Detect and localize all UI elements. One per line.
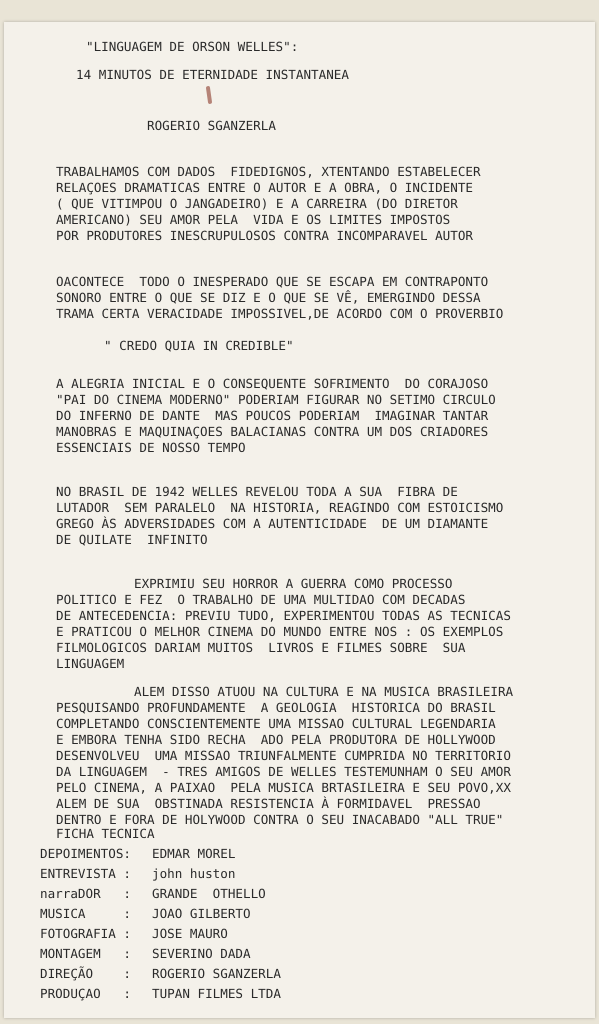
text-line: RELAÇOES DRAMATICAS ENTRE O AUTOR E A OBRA, O INCIDENTE [56, 180, 474, 195]
credit-value: GRANDE OTHELLO [152, 886, 266, 901]
typewritten-page [4, 22, 595, 1018]
credit-label: FOTOGRAFIA : [40, 926, 131, 941]
credit-value: SEVERINO DADA [152, 946, 251, 961]
text-line: SONORO ENTRE O QUE SE DIZ E O QUE SE VÊ, EMERGINDO DESSA [56, 290, 481, 305]
credit-value: EDMAR MOREL [152, 846, 236, 861]
text-line: EXPRIMIU SEU HORROR A GUERRA COMO PROCESSO [134, 576, 453, 591]
text-line: NO BRASIL DE 1942 WELLES REVELOU TODA A SUA FIBRA DE [56, 484, 458, 499]
text-line: COMPLETANDO CONSCIENTEMENTE UMA MISSAO CULTURAL LEGENDARIA [56, 716, 496, 731]
text-line: DESENVOLVEU UMA MISSAO TRIUNFALMENTE CUMPRIDA NO TERRITORIO [56, 748, 511, 763]
text-line: ESSENCIAIS DE NOSSO TEMPO [56, 440, 246, 455]
text-line: ( QUE VITIMPOU O JANGADEIRO) E A CARREIRA (DO DIRETOR [56, 196, 458, 211]
text-line: PESQUISANDO PROFUNDAMENTE A GEOLOGIA HISTORICA DO BRASIL [56, 700, 496, 715]
credit-value: john huston [152, 866, 236, 881]
text-line: POR PRODUTORES INESCRUPULOSOS CONTRA INCOMPARAVEL AUTOR [56, 228, 474, 243]
text-line: DO INFERNO DE DANTE MAS POUCOS PODERIAM IMAGINAR TANTAR [56, 408, 489, 423]
credit-value: ROGERIO SGANZERLA [152, 966, 281, 981]
text-line: OACONTECE TODO O INESPERADO QUE SE ESCAPA EM CONTRAPONTO [56, 274, 489, 289]
page-title: "LINGUAGEM DE ORSON WELLES": [86, 39, 299, 54]
credits-heading: FICHA TECNICA [56, 826, 155, 841]
text-line: DE ANTECEDENCIA: PREVIU TUDO, EXPERIMENTOU TODAS AS TECNICAS [56, 608, 511, 623]
text-line: DA LINGUAGEM - TRES AMIGOS DE WELLES TESTEMUNHAM O SEU AMOR [56, 764, 511, 779]
credit-value: JOAO GILBERTO [152, 906, 251, 921]
text-line: GREGO ÀS ADVERSIDADES COM A AUTENTICIDADE DE UM DIAMANTE [56, 516, 489, 531]
text-line: MANOBRAS E MAQUINAÇOES BALACIANAS CONTRA UM DOS CRIADORES [56, 424, 489, 439]
credit-label: MUSICA : [40, 906, 131, 921]
page-subtitle: 14 MINUTOS DE ETERNIDADE INSTANTANEA [76, 67, 349, 82]
text-line: TRABALHAMOS COM DADOS FIDEDIGNOS, XTENTANDO ESTABELECER [56, 164, 481, 179]
text-line: E EMBORA TENHA SIDO RECHA ADO PELA PRODUTORA DE HOLLYWOOD [56, 732, 496, 747]
credit-label: MONTAGEM : [40, 946, 131, 961]
ink-stain-mark [206, 86, 212, 104]
text-line: PELO CINEMA, A PAIXAO PELA MUSICA BRTASILEIRA E SEU POVO,XX [56, 780, 511, 795]
credit-value: JOSE MAURO [152, 926, 228, 941]
text-line: POLITICO E FEZ O TRABALHO DE UMA MULTIDAO COM DECADAS [56, 592, 466, 607]
text-line: E PRATICOU O MELHOR CINEMA DO MUNDO ENTRE NOS : OS EXEMPLOS [56, 624, 504, 639]
text-line: "PAI DO CINEMA MODERNO" PODERIAM FIGURAR NO SETIMO CIRCULO [56, 392, 496, 407]
text-line: FILMOLOGICOS DARIAM MUITOS LIVROS E FILMES SOBRE SUA [56, 640, 466, 655]
credit-label: ENTREVISTA : [40, 866, 131, 881]
text-line: ALEM DISSO ATUOU NA CULTURA E NA MUSICA BRASILEIRA [134, 684, 514, 699]
text-line: TRAMA CERTA VERACIDADE IMPOSSIVEL,DE ACORDO COM O PROVERBIO [56, 306, 504, 321]
credit-label: PRODUÇAO : [40, 986, 131, 1001]
credit-label: DIREÇÃO : [40, 966, 131, 981]
text-line: DENTRO E FORA DE HOLYWOOD CONTRA O SEU INACABADO "ALL TRUE" [56, 812, 504, 827]
proverb-line: " CREDO QUIA IN CREDIBLE" [104, 338, 294, 353]
text-line: A ALEGRIA INICIAL E O CONSEQUENTE SOFRIMENTO DO CORAJOSO [56, 376, 489, 391]
author-name: ROGERIO SGANZERLA [147, 118, 276, 133]
text-line: DE QUILATE INFINITO [56, 532, 208, 547]
credit-label: narraDOR : [40, 886, 131, 901]
text-line: LINGUAGEM [56, 656, 125, 671]
credit-label: DEPOIMENTOS: [40, 846, 131, 861]
text-line: ALEM DE SUA OBSTINADA RESISTENCIA À FORMIDAVEL PRESSAO [56, 796, 481, 811]
text-line: AMERICANO) SEU AMOR PELA VIDA E OS LIMITES IMPOSTOS [56, 212, 451, 227]
credit-value: TUPAN FILMES LTDA [152, 986, 281, 1001]
text-line: LUTADOR SEM PARALELO NA HISTORIA, REAGINDO COM ESTOICISMO [56, 500, 504, 515]
